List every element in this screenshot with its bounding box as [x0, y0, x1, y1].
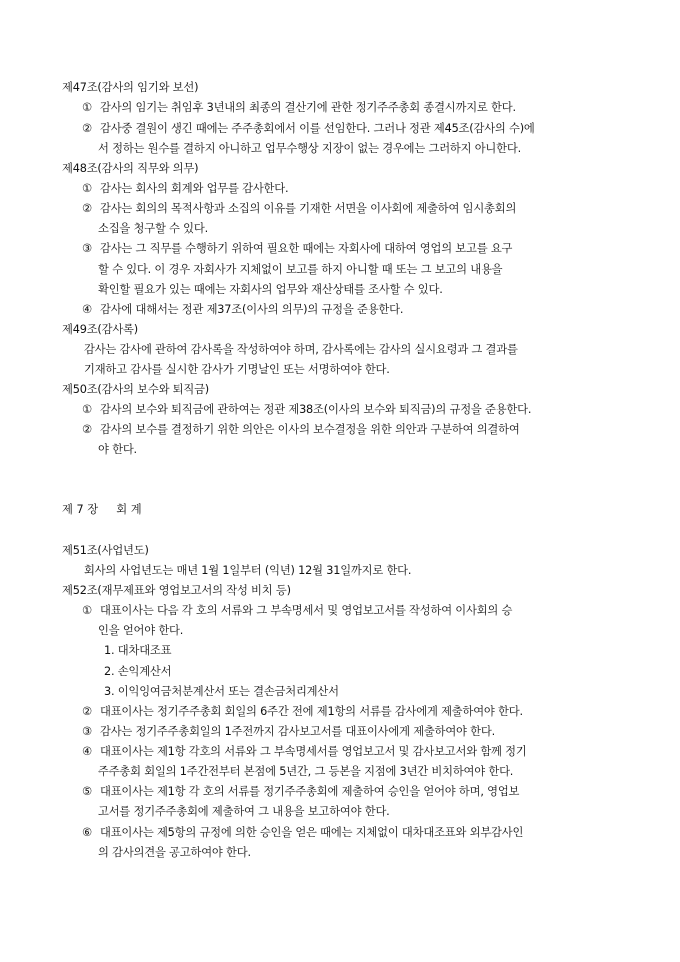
article-49-body-cont: 기재하고 감사를 실시한 감사가 기명날인 또는 서명하여야 한다.: [84, 363, 390, 376]
paragraph-marker: ②: [82, 122, 92, 135]
paragraph-text: 대표이사는 다음 각 호의 서류와 그 부속명세서 및 영업보고서를 작성하여 이사회의 승: [100, 604, 513, 617]
paragraph-text: 대표이사는 제5항의 규정에 의한 승인을 얻은 때에는 지체없이 대차대조표와 외부감사인: [100, 826, 524, 839]
chapter-title: 회 계: [116, 503, 142, 516]
chapter-7-heading: [62, 502, 142, 518]
paragraph-text: 대표이사는 제1항 각 호의 서류를 정기주주총회에 제출하여 승인을 얻어야 하며, 영업보: [100, 785, 520, 798]
article-52-paragraph-5: [82, 784, 519, 800]
paragraph-marker: ②: [82, 705, 92, 718]
paragraph-marker: ⑤: [82, 785, 92, 798]
article-47-heading: 제47조(감사의 임기와 보선): [62, 81, 199, 94]
chapter-number: 제 7 장: [62, 503, 99, 516]
article-48-paragraph-3-cont-2: 확인할 필요가 있는 때에는 자회사의 업무와 재산상태를 조사할 수 있다.: [98, 283, 443, 296]
paragraph-text: 감사는 정기주주총회일의 1주전까지 감사보고서를 대표이사에게 제출하여야 한다.: [100, 725, 495, 738]
list-item: 3. 이익잉여금처분계산서 또는 결손금처리계산서: [104, 685, 339, 698]
article-52-paragraph-1: [82, 603, 512, 619]
article-52-paragraph-6: [82, 825, 523, 841]
article-48-paragraph-2-cont: 소집을 청구할 수 있다.: [98, 222, 208, 235]
paragraph-text: 대표이사는 정기주주총회 회일의 6주간 전에 제1항의 서류를 감사에게 제출하여야 한다.: [100, 705, 523, 718]
paragraph-marker: ②: [82, 202, 92, 215]
article-48-heading: 제48조(감사의 직무와 의무): [62, 162, 199, 175]
article-48-paragraph-3: [82, 241, 512, 257]
article-49-heading: 제49조(감사록): [62, 323, 138, 336]
article-52-paragraph-4-cont: 주주총회 회일의 1주간전부터 본점에 5년간, 그 등본을 지점에 3년간 비치하여야 한다.: [98, 765, 514, 778]
article-50-heading: 제50조(감사의 보수와 퇴직금): [62, 383, 210, 396]
paragraph-marker: ④: [82, 303, 92, 316]
article-49-body: 감사는 감사에 관하여 감사록을 작성하여야 하며, 감사록에는 감사의 실시요령과 그 결과를: [84, 343, 518, 356]
paragraph-text: 감사의 보수와 퇴직금에 관하여는 정관 제38조(이사의 보수와 퇴직금)의 규정을 준용한다.: [100, 403, 532, 416]
paragraph-marker: ①: [82, 101, 92, 114]
paragraph-marker: ①: [82, 403, 92, 416]
paragraph-marker: ①: [82, 604, 92, 617]
paragraph-text: 감사는 회의의 목적사항과 소집의 이유를 기재한 서면을 이사회에 제출하여 임시총회의: [100, 202, 517, 215]
article-48-paragraph-1: [82, 181, 288, 197]
article-47-paragraph-1: [82, 100, 516, 116]
paragraph-text: 감사의 보수를 결정하기 위한 의안은 이사의 보수결정을 위한 의안과 구분하여 의결하여: [100, 423, 520, 436]
article-52-heading: 제52조(재무제표와 영업보고서의 작성 비치 등): [62, 584, 291, 597]
paragraph-marker: ③: [82, 725, 92, 738]
article-50-paragraph-1: [82, 402, 531, 418]
paragraph-marker: ⑥: [82, 826, 92, 839]
paragraph-marker: ①: [82, 182, 92, 195]
article-47-paragraph-2-cont: 서 정하는 원수를 결하지 아니하고 업무수행상 지장이 없는 경우에는 그러하지 아니한다.: [98, 142, 521, 155]
article-52-paragraph-3: [82, 724, 495, 740]
article-50-paragraph-2-cont: 야 한다.: [98, 443, 137, 456]
paragraph-marker: ②: [82, 423, 92, 436]
article-51-body: 회사의 사업년도는 매년 1월 1일부터 (익년) 12월 31일까지로 한다.: [84, 564, 412, 577]
article-52-paragraph-6-cont: 의 감사의견을 공고하여야 한다.: [98, 846, 251, 859]
list-item: 1. 대차대조표: [104, 644, 172, 657]
paragraph-text: 대표이사는 제1항 각호의 서류와 그 부속명세서를 영업보고서 및 감사보고서와 함께 정기: [100, 745, 527, 758]
paragraph-text: 감사에 대해서는 정관 제37조(이사의 의무)의 규정을 준용한다.: [100, 303, 404, 316]
article-52-paragraph-4: [82, 744, 527, 760]
article-50-paragraph-2: [82, 422, 520, 438]
paragraph-marker: ④: [82, 745, 92, 758]
paragraph-text: 감사중 결원이 생긴 때에는 주주총회에서 이를 선임한다. 그러나 정관 제45조(감사의 수)에: [100, 122, 535, 135]
article-48-paragraph-2: [82, 201, 516, 217]
article-51-heading: 제51조(사업년도): [62, 544, 149, 557]
paragraph-text: 감사의 임기는 취임후 3년내의 최종의 결산기에 관한 정기주주총회 종결시까지로 한다.: [100, 101, 516, 114]
article-48-paragraph-4: [82, 302, 403, 318]
paragraph-text: 감사는 그 직무를 수행하기 위하여 필요한 때에는 자회사에 대하여 영업의 보고를 요구: [100, 242, 513, 255]
paragraph-text: 감사는 회사의 회계와 업무를 감사한다.: [100, 182, 289, 195]
article-47-paragraph-2: [82, 121, 535, 137]
paragraph-marker: ③: [82, 242, 92, 255]
article-52-paragraph-1-cont: 인을 얻어야 한다.: [98, 624, 184, 637]
article-52-paragraph-2: [82, 704, 523, 720]
article-52-paragraph-5-cont: 고서를 정기주주총회에 제출하여 그 내용을 보고하여야 한다.: [98, 805, 390, 818]
list-item: 2. 손익계산서: [104, 665, 172, 678]
article-48-paragraph-3-cont-1: 할 수 있다. 이 경우 자회사가 지체없이 보고를 하지 아니할 때 또는 그 보고의 내용을: [98, 263, 503, 276]
